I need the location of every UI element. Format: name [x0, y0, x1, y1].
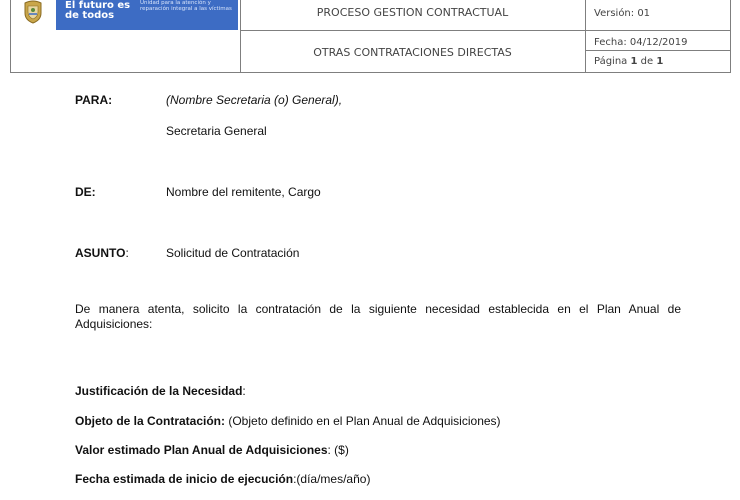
- brand-slogan: El futuro es de todos: [65, 0, 131, 21]
- de-label: DE:: [75, 185, 96, 199]
- coat-of-arms-icon: [22, 0, 44, 24]
- justificacion-label: Justificación de la Necesidad: [75, 384, 243, 398]
- justificacion-value: :: [242, 384, 246, 398]
- fecha-inicio-line: [75, 472, 370, 486]
- page-prefix: Página: [594, 56, 631, 67]
- page-total: 1: [656, 56, 664, 67]
- document-header: [10, 0, 731, 73]
- para-recipient: (Nombre Secretaria (o) General),: [166, 93, 343, 107]
- valor-label: Valor estimado Plan Anual de Adquisiciones: [75, 443, 328, 457]
- fecha-inicio-value: :(día/mes/año): [293, 472, 371, 486]
- header-divider: [585, 0, 586, 73]
- fecha-inicio-label: Fecha estimada de inicio de ejecución: [75, 472, 294, 486]
- page-number: 1: [630, 56, 638, 67]
- para-label: PARA:: [75, 93, 113, 107]
- objeto-value: (Objeto definido en el Plan Anual de Adquisiciones): [225, 414, 501, 428]
- header-row-divider: [240, 30, 731, 31]
- header-logo: [10, 0, 240, 30]
- asunto-value: Solicitud de Contratación: [166, 246, 300, 260]
- page-label: [594, 56, 663, 67]
- header-row-divider: [585, 50, 731, 51]
- asunto-line: [75, 246, 129, 260]
- document-type: OTRAS CONTRATACIONES DIRECTAS: [313, 46, 512, 59]
- brand-entity-name: Unidad para la atención y reparación integral a las víctimas: [140, 0, 232, 12]
- objeto-line: [75, 414, 501, 428]
- version-label: Versión: 01: [594, 8, 651, 19]
- intro-paragraph: De manera atenta, solicito la contratación de la siguiente necesidad establecida en el Plan Anual de Adquisiciones:: [75, 302, 681, 331]
- page-of: de: [637, 56, 657, 67]
- valor-value: : ($): [327, 443, 349, 457]
- objeto-label: Objeto de la Contratación:: [75, 414, 226, 428]
- date-label: Fecha: 04/12/2019: [594, 37, 688, 48]
- para-recipient-title: Secretaria General: [166, 124, 267, 138]
- justificacion-line: [75, 384, 246, 398]
- process-title: PROCESO GESTION CONTRACTUAL: [316, 6, 509, 19]
- asunto-colon: :: [125, 246, 129, 260]
- valor-line: [75, 443, 349, 457]
- sender: Nombre del remitente, Cargo: [166, 185, 321, 199]
- asunto-label: ASUNTO: [75, 246, 126, 260]
